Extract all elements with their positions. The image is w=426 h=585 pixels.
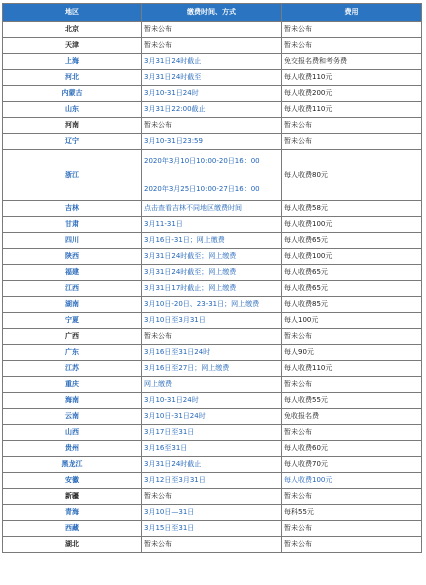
table-row: [3, 377, 422, 393]
fee-cell: 每人收费65元: [282, 265, 422, 281]
time-cell[interactable]: 3月31日17时截止；网上缴费: [142, 281, 282, 297]
region-cell[interactable]: 吉林: [3, 201, 142, 217]
time-cell[interactable]: 3月16日-31日；网上缴费: [142, 233, 282, 249]
table-row: [3, 473, 422, 489]
region-cell[interactable]: 贵州: [3, 441, 142, 457]
region-cell: 北京: [3, 22, 142, 38]
fee-cell: 每科55元: [282, 505, 422, 521]
table-row: [3, 329, 422, 345]
region-cell[interactable]: 河北: [3, 70, 142, 86]
fee-cell: 每人收费200元: [282, 86, 422, 102]
region-cell: 新疆: [3, 489, 142, 505]
time-cell[interactable]: 点击查看吉林不同地区缴费时间: [142, 201, 282, 217]
table-row: [3, 489, 422, 505]
fee-cell: 每人收费100元: [282, 249, 422, 265]
fee-cell: 每人收费85元: [282, 297, 422, 313]
region-cell: 湖北: [3, 537, 142, 553]
table-row: [3, 201, 422, 217]
time-cell: 暂未公布: [142, 118, 282, 134]
table-row: [3, 233, 422, 249]
region-cell[interactable]: 江苏: [3, 361, 142, 377]
table-row: [3, 134, 422, 150]
time-cell[interactable]: 3月31日24时截止: [142, 54, 282, 70]
time-line: 2020年3月10日10:00-20日16：00: [144, 156, 260, 165]
region-cell: 天津: [3, 38, 142, 54]
region-cell[interactable]: 海南: [3, 393, 142, 409]
table-row: [3, 217, 422, 233]
region-cell[interactable]: 福建: [3, 265, 142, 281]
region-cell[interactable]: 四川: [3, 233, 142, 249]
fee-cell: 每人收费80元: [282, 150, 422, 201]
region-cell[interactable]: 甘肃: [3, 217, 142, 233]
fee-cell: 每人收费58元: [282, 201, 422, 217]
fee-table-container: [2, 3, 421, 553]
fee-cell: 暂未公布: [282, 377, 422, 393]
fee-cell: 暂未公布: [282, 22, 422, 38]
fee-cell: 暂未公布: [282, 489, 422, 505]
table-row: [3, 281, 422, 297]
time-cell[interactable]: 3月16日至31日24时: [142, 345, 282, 361]
region-cell[interactable]: 山西: [3, 425, 142, 441]
region-cell[interactable]: 安徽: [3, 473, 142, 489]
region-cell: 河南: [3, 118, 142, 134]
time-cell[interactable]: 3月31日22:00截止: [142, 102, 282, 118]
table-row: [3, 265, 422, 281]
time-cell: 暂未公布: [142, 489, 282, 505]
region-cell[interactable]: 山东: [3, 102, 142, 118]
fee-cell: 每人收费65元: [282, 281, 422, 297]
fee-cell: 每人收费100元: [282, 473, 422, 489]
time-line: 2020年3月25日10:00-27日16：00: [144, 184, 260, 193]
fee-cell: 每人收费100元: [282, 217, 422, 233]
time-cell[interactable]: 3月10日—31日: [142, 505, 282, 521]
time-cell[interactable]: 3月16至31日: [142, 441, 282, 457]
table-row: [3, 297, 422, 313]
region-cell[interactable]: 内蒙古: [3, 86, 142, 102]
time-cell[interactable]: 3月31日24时截至: [142, 70, 282, 86]
header-region: 地区: [3, 4, 142, 22]
table-row: [3, 150, 422, 201]
region-cell[interactable]: 重庆: [3, 377, 142, 393]
fee-cell: 每人收费110元: [282, 361, 422, 377]
time-cell[interactable]: 3月17日至31日: [142, 425, 282, 441]
table-row: [3, 457, 422, 473]
table-row: [3, 409, 422, 425]
time-cell[interactable]: 3月31日24时截至；网上缴费: [142, 265, 282, 281]
fee-cell: 暂未公布: [282, 38, 422, 54]
fee-cell: 暂未公布: [282, 329, 422, 345]
region-cell[interactable]: 云南: [3, 409, 142, 425]
fee-cell: 暂未公布: [282, 425, 422, 441]
time-cell[interactable]: 3月10日-31日24时: [142, 409, 282, 425]
table-row: [3, 537, 422, 553]
time-cell[interactable]: 3月10日-20日、23-31日；网上缴费: [142, 297, 282, 313]
fee-cell: 每人收费70元: [282, 457, 422, 473]
time-cell[interactable]: 3月31日24时截至；网上缴费: [142, 249, 282, 265]
region-cell[interactable]: 黑龙江: [3, 457, 142, 473]
table-row: [3, 361, 422, 377]
region-cell: 广西: [3, 329, 142, 345]
time-cell[interactable]: 3月10-31日23:59: [142, 134, 282, 150]
header-time: 缴费时间、方式: [142, 4, 282, 22]
region-cell[interactable]: 广东: [3, 345, 142, 361]
table-row: [3, 521, 422, 537]
time-cell[interactable]: [142, 150, 282, 201]
fee-cell: 每人收费55元: [282, 393, 422, 409]
region-cell[interactable]: 辽宁: [3, 134, 142, 150]
time-cell[interactable]: 3月10-31日24时: [142, 86, 282, 102]
time-cell: 暂未公布: [142, 22, 282, 38]
header-fee: 费用: [282, 4, 422, 22]
table-row: [3, 102, 422, 118]
fee-cell: 免收报名费: [282, 409, 422, 425]
time-cell[interactable]: 3月16日至27日；网上缴费: [142, 361, 282, 377]
region-cell[interactable]: 浙江: [3, 150, 142, 201]
time-cell: 暂未公布: [142, 537, 282, 553]
fee-cell: 暂未公布: [282, 537, 422, 553]
fee-cell: 暂未公布: [282, 134, 422, 150]
fee-cell: 暂未公布: [282, 521, 422, 537]
time-cell[interactable]: 3月12日至3月31日: [142, 473, 282, 489]
time-cell[interactable]: 3月10日至3月31日: [142, 313, 282, 329]
table-row: [3, 54, 422, 70]
region-cell[interactable]: 青海: [3, 505, 142, 521]
fee-cell: 每人收费65元: [282, 233, 422, 249]
table-body: [3, 22, 422, 553]
table-row: [3, 505, 422, 521]
table-row: [3, 38, 422, 54]
region-cell[interactable]: 上海: [3, 54, 142, 70]
table-row: [3, 345, 422, 361]
fee-cell: 每人100元: [282, 313, 422, 329]
region-cell[interactable]: 陕西: [3, 249, 142, 265]
table-row: [3, 441, 422, 457]
fee-cell: 免交报名费和考务费: [282, 54, 422, 70]
fee-table: [2, 3, 422, 553]
time-cell[interactable]: 3月10-31日24时: [142, 393, 282, 409]
fee-cell: 每人收费110元: [282, 102, 422, 118]
region-cell[interactable]: 西藏: [3, 521, 142, 537]
table-row: [3, 118, 422, 134]
table-row: [3, 70, 422, 86]
table-row: [3, 313, 422, 329]
time-cell: 暂未公布: [142, 329, 282, 345]
region-cell[interactable]: 湖南: [3, 297, 142, 313]
fee-cell: 每人收费60元: [282, 441, 422, 457]
time-cell[interactable]: 3月15日至31日: [142, 521, 282, 537]
table-header-row: [3, 4, 422, 22]
table-row: [3, 393, 422, 409]
table-row: [3, 22, 422, 38]
time-lines: [144, 157, 279, 194]
time-cell: 暂未公布: [142, 38, 282, 54]
time-cell[interactable]: 3月11-31日: [142, 217, 282, 233]
region-cell[interactable]: 宁夏: [3, 313, 142, 329]
time-cell[interactable]: 网上缴费: [142, 377, 282, 393]
fee-cell: 每人90元: [282, 345, 422, 361]
fee-cell: 每人收费110元: [282, 70, 422, 86]
table-row: [3, 249, 422, 265]
time-cell[interactable]: 3月31日24时截止: [142, 457, 282, 473]
table-row: [3, 425, 422, 441]
table-row: [3, 86, 422, 102]
region-cell[interactable]: 江西: [3, 281, 142, 297]
fee-cell: 暂未公布: [282, 118, 422, 134]
